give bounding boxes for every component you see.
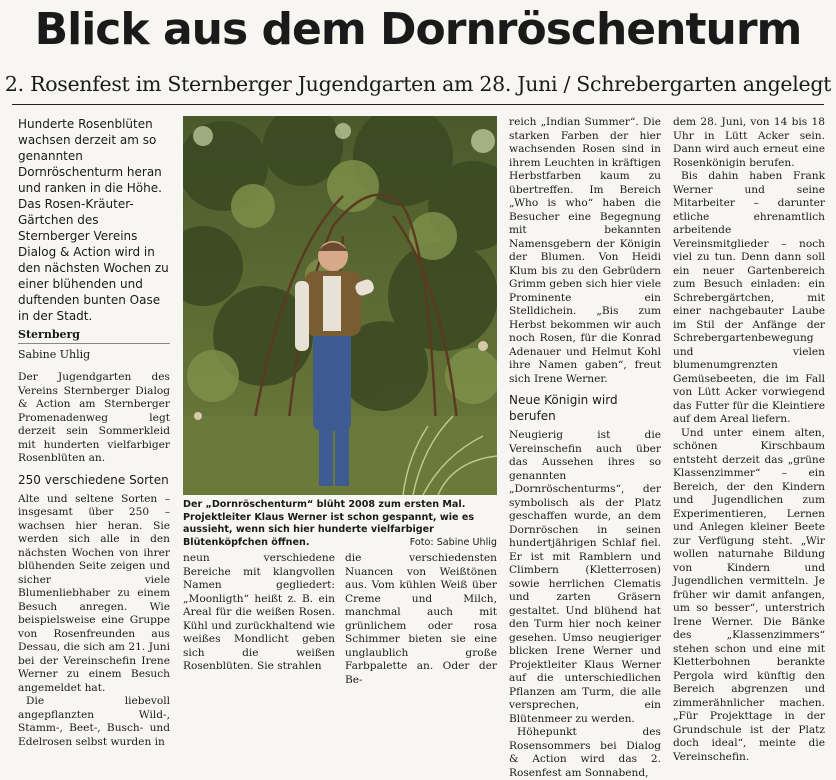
caption-text: Der „Dornröschenturm“ blüht 2008 zum ersten Mal. Projektleiter Klaus Werner ist schon gespannt, wie es aussieht, wenn sich hier hunderte vielfarbiger Blütenköpfchen öffnen. [183,499,475,548]
column-1 [18,116,170,749]
column-4 [509,116,661,780]
photo-gardener-rose-tower [183,116,497,495]
body-paragraph: neun verschiedene Bereiche mit klangvollen Namen gegliedert: „Moonligth“ heißt z. B. ein Areal für die weißen Rosen. Kühl und zurückhaltend wie weißes Mondlicht geben sich die weißen Rosenblüten. Sie strahlen [183,552,335,672]
body-paragraph: Bis dahin haben Frank Werner und seine Mitarbeiter – darunter etliche ehrenamtlich arbeitende Vereinsmitglieder – noch viel zu tun. Denn dann soll ein neuer Gartenbereich zum Besuch einladen: ein Schrebergärtchen, mit einer nachgebauter Laube im Stil der Anfänge der Schrebergartenbewegung und vielen blumenumgrenzten Gemüsebeeten, die im Fall von Lütt Acker vorwiegend das Futter für die Kleintiere auf dem Areal liefern. [673,170,825,425]
body-paragraph: Neugierig ist die Vereinschefin auch über das Aussehen ihres so genannten „Dornröschenturms“, der symbolisch als der Platz geschaffen wurde, an dem Dornröschen in seinen hundertjährigen Schlaf fiel. Er ist mit Ramblern und Climbern (Kletterrosen) sowie herrlichen Clematis und zarten Gräsern gestaltet. Und blühend hat den Turm hier noch keiner gesehen. Umso neugieriger blicken Irene Werner und Projektleiter Klaus Werner auf die unterschiedlichen Pflanzen am Turm, die alle versprechen, ein Blütenmeer zu werden. [509,429,661,725]
photo-credit: Foto: Sabine Uhlig [409,536,497,548]
author: Sabine Uhlig [18,347,91,361]
article-photo [183,116,497,495]
headline: Blick aus dem Dornröschenturm [34,4,802,55]
body-paragraph: Die liebevoll angepflanzten Wild-, Stamm-, Beet-, Busch- und Edelrosen selbst wurden in [18,695,170,748]
body-paragraph: Alte und seltene Sorten – insgesamt über 250 – wachsen hier heran. Sie werden sich alle in den nächsten Wochen von ihrer blühenden Seite zeigen und sicher viele Blumenliebhaber zu einem Besuch anregen. Wie beispielsweise eine Gruppe von Rosenfreunden aus Dessau, die sich am 21. Juni bei der Vereinschefin Irene Werner zu einem Besuch angemeldet hat. [18,492,170,694]
photo-caption [183,499,497,549]
column-5 [673,116,825,764]
subheadline: 2. Rosenfest im Sternberger Jugendgarten am 28. Juni / Schrebergarten angelegt [4,72,832,96]
body-paragraph: die verschiedensten Nuancen von Weißtönen aus. Vom kühlen Weiß über Creme und Milch, manchmal auch mit grünlichem oder rosa Schimmer bieten sie eine unglaublich große Farbpalette an. Oder der Be- [345,552,497,686]
body-paragraph: Der Jugendgarten des Vereins Sternberger Dialog & Action am Sternberger Promenadenweg legt derzeit sein Sommerkleid mit hunderten vielfarbiger Rosenblüten an. [18,371,170,464]
column-3 [345,552,497,687]
lede: Hunderte Rosenblüten wachsen derzeit am so genannten Dornröschenturm heran und ranken in die Höhe. Das Rosen-Kräuter-Gärtchen des Sternberger Vereins Dialog & Action wird in den nächsten Wochen zu einer blühenden und duftenden bunten Oase in der Stadt. [18,117,169,323]
column-2 [183,552,335,674]
dateline: Sternberg [18,328,170,344]
body-paragraph: dem 28. Juni, von 14 bis 18 Uhr in Lütt Acker sein. Dann wird auch erneut eine Rosenkönigin berufen. [673,116,825,169]
body-paragraph: Höhepunkt des Rosensommers bei Dialog & Action wird das 2. Rosenfest am Sonnabend, [509,726,661,779]
body-paragraph: reich „Indian Summer“. Die starken Farben der hier wachsenden Rosen sind in ihrem Leuchten in kräftigen Herbstfarben kaum zu übertreffen. Im Bereich „Who is who“ haben die Besucher eine Begegnung mit bekannten Namensgebern der Königin der Blumen. Von Heidi Klum bis zu den Gebrüdern Grimm geben sich hier viele Prominente ein Stelldichein. „Bis zum Herbst bekommen wir auch noch Rosen, für die Konrad Adenauer und Helmut Kohl ihre Namen gaben“, freut sich Irene Werner. [509,116,661,385]
header-rule [12,104,824,105]
subtitle-koenigin: Neue Königin wird berufen [509,393,618,423]
body-paragraph: Und unter einem alten, schönen Kirschbaum entsteht derzeit das „grüne Klassenzimmer“ – ein Bereich, der den Kindern und Jugendlichen zum Experimentieren, Lernen und Anlegen kleiner Beete zur Verfügung steht. „Wir wollen naturnahe Bildung von Kindern und Jugendlichen vermitteln. Je früher wir damit anfangen, um so besser“, unterstrich Irene Werner. Die Bänke des „Klassenzimmers“ stehen schon und eine mit Kletterbohnen berankte Pergola wird künftig den Bereich abgrenzen und zimmerähnlicher machen. „Für Projekttage in der Grundschule ist der Platz doch ideal“, meinte die Vereinschefin. [673,426,825,763]
subtitle-sorten: 250 verschiedene Sorten [18,472,169,487]
